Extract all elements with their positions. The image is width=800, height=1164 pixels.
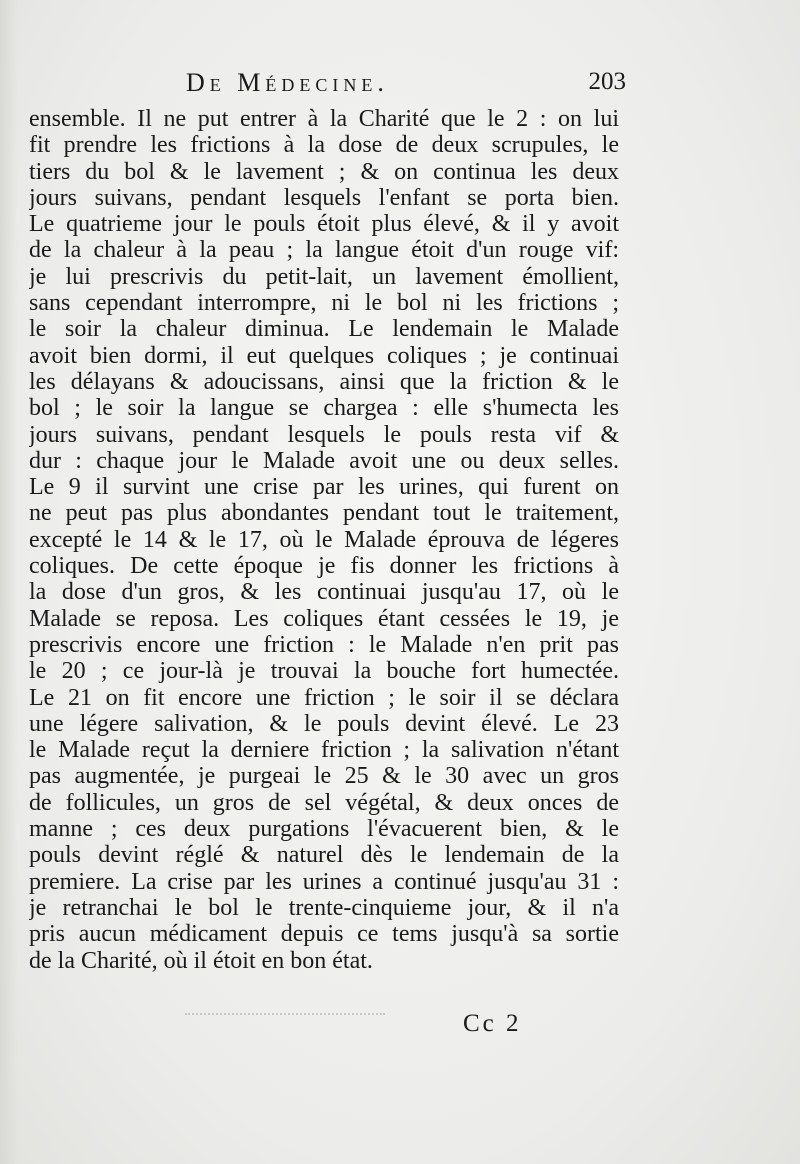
text-line: Le 21 on fit encore une friction ; le soir il se déclara [29,684,619,711]
text-line: Malade se reposa. Les coliques étant cessées le 19, je [29,605,619,632]
signature-mark: Cc 2 [463,1010,522,1037]
text-line: dur : chaque jour le Malade avoit une ou deux selles. [29,447,619,474]
text-line: premiere. La crise par les urines a continué jusqu'au 31 : [29,868,619,895]
text-line: de follicules, un gros de sel végétal, & deux onces de [29,789,619,816]
text-line: avoit bien dormi, il eut quelques coliques ; je continuai [29,342,619,369]
text-line: le soir la chaleur diminua. Le lendemain le Malade [29,316,619,343]
text-line: ne peut pas plus abondantes pendant tout le traitement, [29,500,619,527]
text-line: ensemble. Il ne put entrer à la Charité que le 2 : on lui [29,106,619,132]
text-line: bol ; le soir la langue se chargea : elle s'humecta les [29,395,619,422]
text-line: fit prendre les frictions à la dose de deux scrupules, le [29,132,619,159]
text-line: le 20 ; ce jour-là je trouvai la bouche fort humectée. [29,658,619,685]
text-line: jours suivans, pendant lesquels le pouls resta vif & [29,421,619,448]
page-number: 203 [588,68,626,95]
text-line: de la Charité, où il étoit en bon état. [29,947,373,974]
text-line: Le 9 il survint une crise par les urines, qui furent on [29,474,619,501]
text-line: Le quatrieme jour le pouls étoit plus élevé, & il y avoit [29,211,619,238]
text-line: une légere salivation, & le pouls devint élevé. Le 23 [29,710,619,737]
text-line: la dose d'un gros, & les continuai jusqu'au 17, où le [29,579,619,606]
text-line: le Malade reçut la derniere friction ; la salivation n'étant [29,737,619,764]
text-line: pris aucun médicament depuis ce tems jusqu'à sa sortie [29,921,619,948]
body-text [29,106,619,974]
text-line: manne ; ces deux purgations l'évacuerent bien, & le [29,816,619,843]
text-line: pas augmentée, je purgeai le 25 & le 30 avec un gros [29,763,619,790]
text-line: sans cependant interrompre, ni le bol ni les frictions ; [29,290,619,317]
text-line: prescrivis encore une friction : le Malade n'en prit pas [29,631,619,658]
text-line: pouls devint réglé & naturel dès le lendemain de la [29,842,619,869]
text-line: je lui prescrivis du petit-lait, un lavement émollient, [29,263,619,290]
page-spine-shadow [0,0,18,1164]
text-line: de la chaleur à la peau ; la langue étoit d'un rouge vif: [29,237,619,264]
text-line: je retranchai le bol le trente-cinquieme jour, & il n'a [29,894,619,921]
text-line: coliques. De cette époque je fis donner les frictions à [29,553,619,580]
page-header [186,68,626,102]
running-title: De Médecine. [186,68,389,97]
text-line: les délayans & adoucissans, ainsi que la friction & le [29,368,619,395]
text-line: tiers du bol & le lavement ; & on continua les deux [29,158,619,185]
text-line: jours suivans, pendant lesquels l'enfant se porta bien. [29,184,619,211]
text-line: excepté le 14 & le 17, où le Malade éprouva de légeres [29,526,619,553]
dotted-rule [185,1013,385,1015]
